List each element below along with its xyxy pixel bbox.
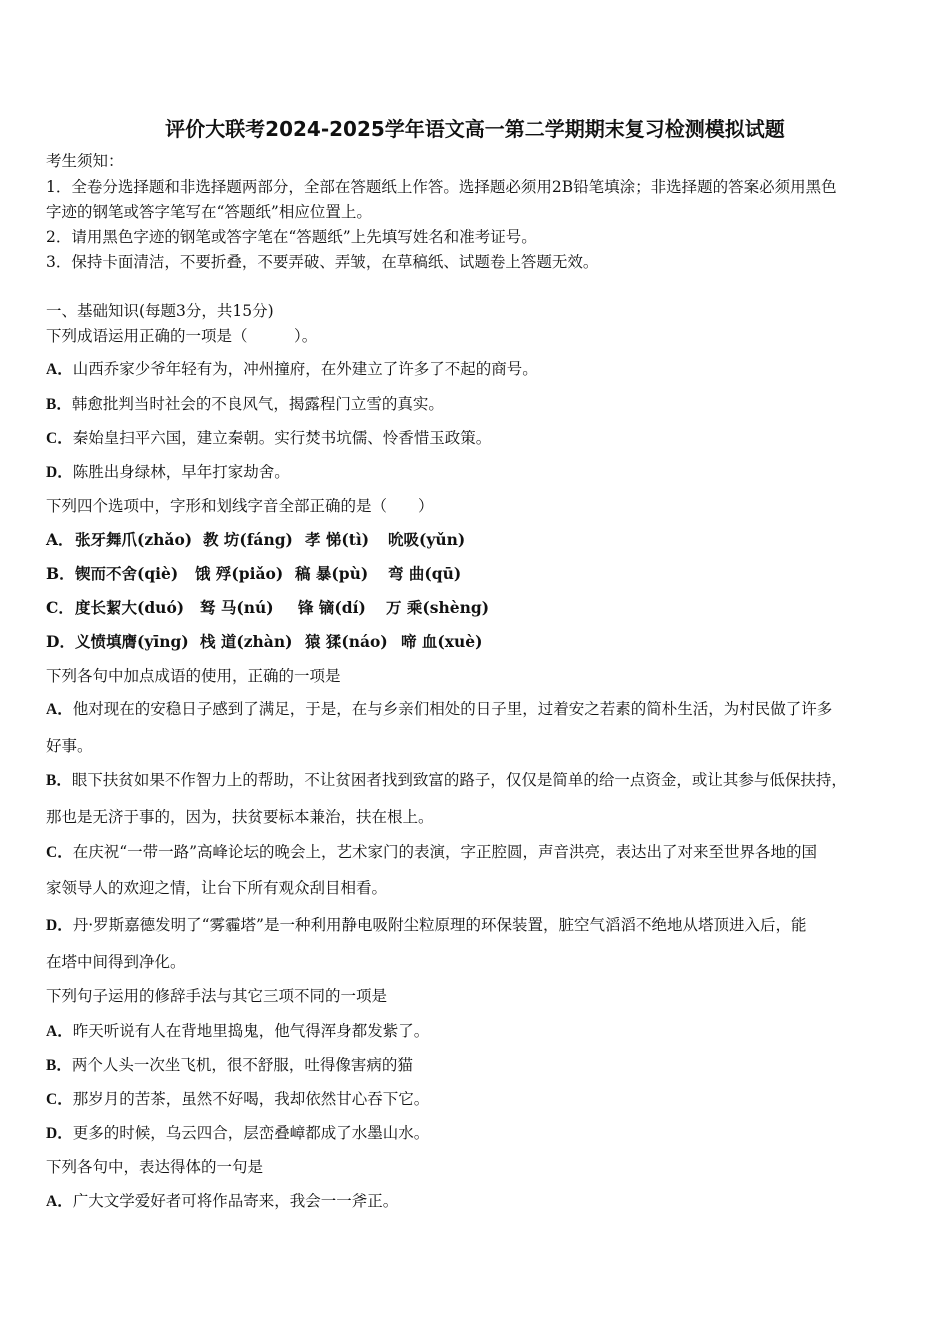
option [46,699,832,720]
pinyin-item: 猿 猱(náo) [305,632,388,651]
option-label: A． [46,1023,73,1040]
option-text: 那岁月的苦茶，虽然不好喝，我却依然甘心吞下它。 [72,1090,430,1108]
section-heading: 一、基础知识(每题3分，共15分) [46,302,274,320]
option [46,1021,429,1042]
option-text: 广大文学爱好者可将作品寄来，我会一一斧正。 [72,1192,399,1210]
option-text: 秦始皇扫平六国，建立秦朝。实行焚书坑儒、怜香惜玉政策。 [72,429,492,447]
option-label: B． [46,564,75,583]
option-label: A． [46,701,73,718]
option-text: 丹·罗斯嘉德发明了“雾霾塔”是一种利用静电吸附尘粒原理的环保装置，脏空气滔滔不绝地从塔顶进入后，能 [72,916,807,934]
option-label: D． [46,1125,73,1142]
option [46,770,847,791]
pinyin-item: 义愤填膺(yīng) [75,632,189,651]
option-label: D． [46,632,75,651]
notice-line: 字迹的钢笔或答字笔写在“答题纸”相应位置上。 [46,203,372,221]
pinyin-item: 驽 马(nú) [200,598,274,617]
notice-line: 1．全卷分选择题和非选择题两部分，全部在答题纸上作答。选择题必须用2B铅笔填涂；非选择题的答案必须用黑色 [46,178,837,196]
question-stem: 下列各句中加点成语的使用，正确的一项是 [46,667,341,685]
option-label: B． [46,1057,72,1074]
option-label: C． [46,430,73,447]
option-text: 更多的时候，乌云四合，层峦叠嶂都成了水墨山水。 [72,1124,430,1142]
question-stem: 下列四个选项中，字形和划线字音全部正确的是（ ） [46,497,434,515]
option-continuation: 家领导人的欢迎之情，让台下所有观众刮目相看。 [46,879,388,897]
notice-line: 3．保持卡面清洁，不要折叠，不要弄破、弄皱，在草稿纸、试题卷上答题无效。 [46,253,599,271]
option-label: D． [46,464,73,481]
option-label: B． [46,396,72,413]
question-stem: 下列成语运用正确的一项是（ ）。 [46,327,318,345]
option-label: C． [46,1091,73,1108]
option-label: A． [46,530,74,549]
option [46,1191,398,1212]
notice-heading: 考生须知： [46,152,124,170]
pinyin-item: 稿 暴(pù) [295,564,369,583]
option-text: 山西乔家少爷年轻有为，冲州撞府，在外建立了许多了不起的商号。 [72,360,538,378]
option-label: C． [46,844,73,861]
option-text: 韩愈批判当时社会的不良风气，揭露程门立雪的真实。 [71,395,444,413]
option [46,394,444,415]
option-label: C． [46,598,74,617]
option [46,1089,429,1110]
question-stem: 下列句子运用的修辞手法与其它三项不同的一项是 [46,987,388,1005]
option [46,842,817,863]
option-text: 他对现在的安稳日子感到了满足，于是，在与乡亲们相处的日子里，过着安之若素的简朴生活，为村民做了许多 [72,700,833,718]
pinyin-item: 教 坊(fáng) [203,530,293,549]
option-text: 陈胜出身绿林，早年打家劫舍。 [72,463,290,481]
option [46,1123,429,1144]
pinyin-item: 栈 道(zhàn) [200,632,293,651]
pinyin-item: 吮吸(yǔn) [388,530,466,549]
option [46,1055,413,1076]
pinyin-item: 饿 殍(piǎo) [195,564,284,583]
option [46,428,491,449]
option-text: 在庆祝“一带一路”高峰论坛的晚会上，艺术家门的表演，字正腔圆，声音洪亮，表达出了对来至世界各地的国 [72,843,818,861]
option-continuation: 好事。 [46,737,93,755]
pinyin-item: 啼 血(xuè) [401,632,483,651]
page-title: 评价大联考2024-2025学年语文高一第二学期期末复习检测模拟试题 [165,117,785,141]
option-continuation: 在塔中间得到净化。 [46,953,186,971]
option-label: B． [46,772,72,789]
option [46,462,290,483]
question-stem: 下列各句中，表达得体的一句是 [46,1158,264,1176]
option-label: A． [46,1193,73,1210]
pinyin-item: 度长絜大(duó) [75,598,185,617]
option-label: A． [46,361,73,378]
option-text: 眼下扶贫如果不作智力上的帮助，不让贫困者找到致富的路子，仅仅是简单的给一点资金，或让其参与低保扶持， [71,771,847,789]
option-label: D． [46,917,73,934]
pinyin-item: 锲而不舍(qiè) [75,564,179,583]
option [46,915,806,936]
notice-line: 2．请用黑色字迹的钢笔或答字笔在“答题纸”上先填写姓名和准考证号。 [46,228,537,246]
pinyin-item: 万 乘(shèng) [386,598,490,617]
option-continuation: 那也是无济于事的，因为，扶贫要标本兼治，扶在根上。 [46,808,434,826]
option [46,359,538,380]
pinyin-item: 弯 曲(qū) [388,564,462,583]
pinyin-item: 锋 镝(dí) [298,598,366,617]
pinyin-item: 张牙舞爪(zhǎo) [75,530,193,549]
option-text: 昨天听说有人在背地里捣鬼，他气得浑身都发紫了。 [72,1022,430,1040]
option-text: 两个人头一次坐飞机，很不舒服，吐得像害病的猫 [71,1056,413,1074]
pinyin-item: 孝 悌(tì) [305,530,370,549]
